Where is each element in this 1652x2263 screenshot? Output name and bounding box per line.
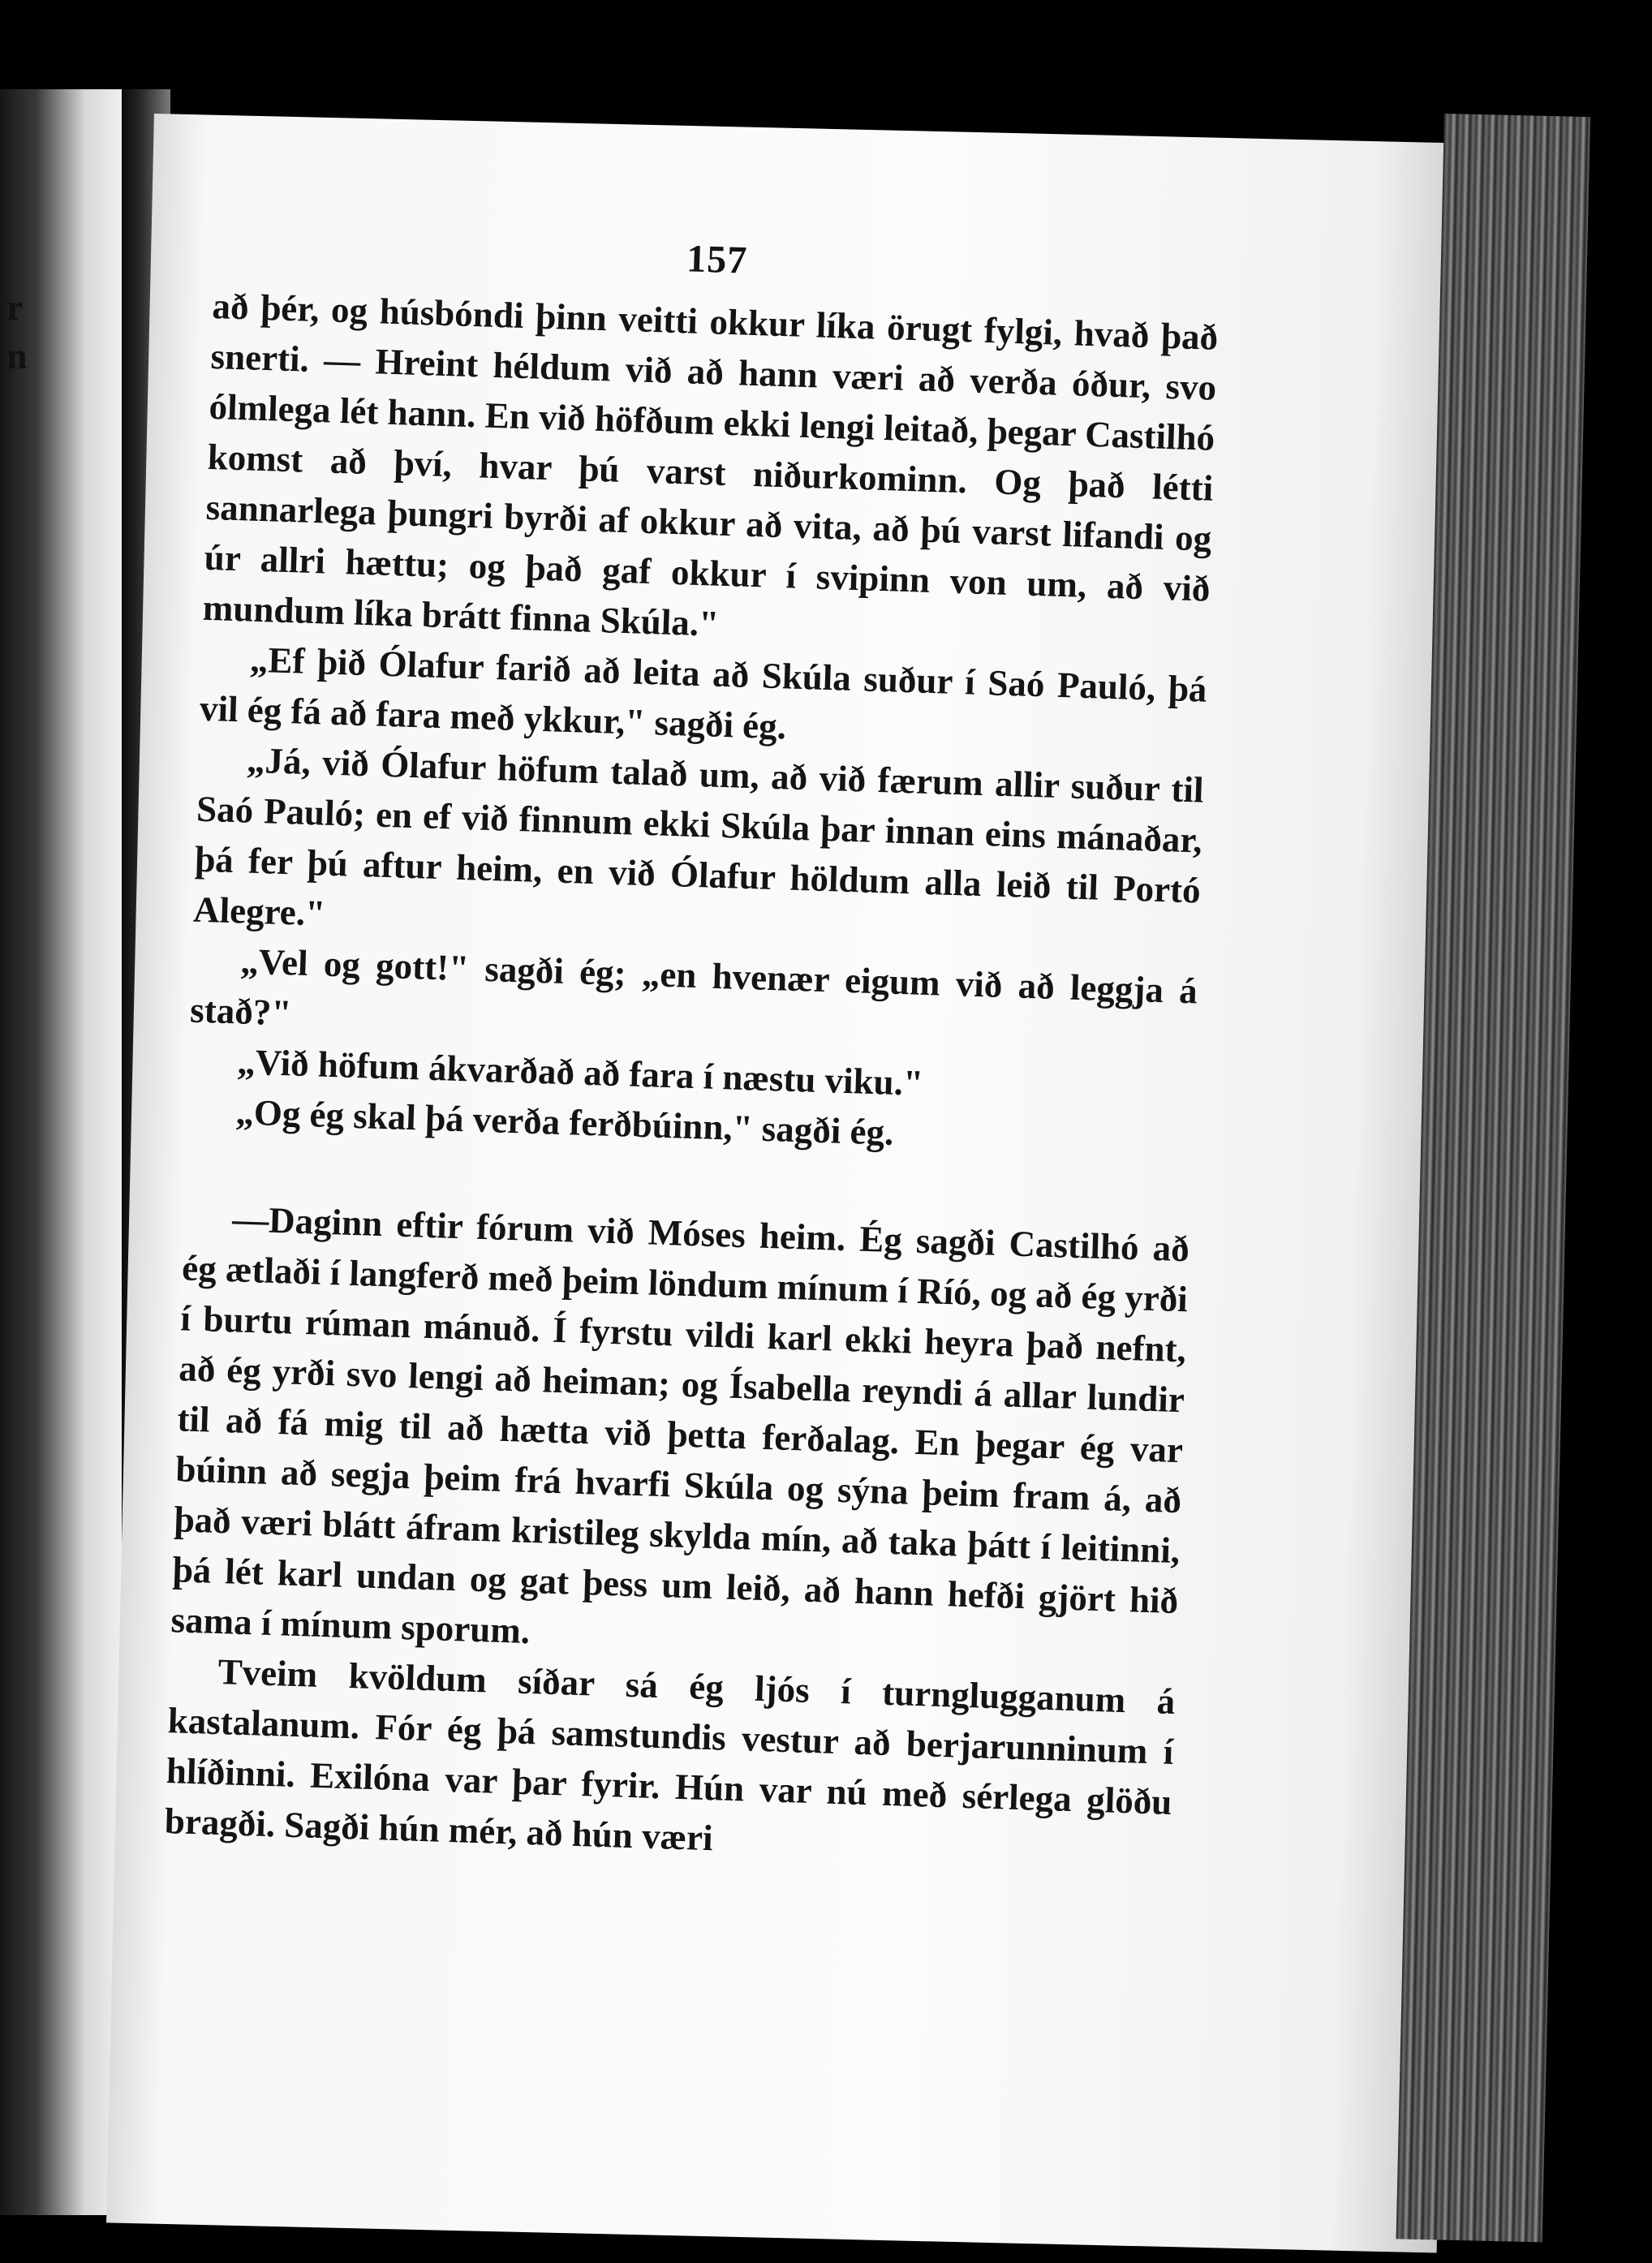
paragraph: „Já, við Ólafur höfum talað um, að við færum allir suður til Saó Pauló; en ef við finnum ekki Skúla þar innan eins mánaðar, þá fer þú aftur heim, en við Ólafur höldum alla leið til Portó Alegre." [192, 739, 1205, 934]
page-text [164, 219, 1220, 1878]
left-page-fragment: r [6, 286, 24, 328]
left-page-fragment: n [6, 335, 28, 376]
paragraph: „Og ég skal þá verða ferðbúinn," sagði ég. [234, 1091, 895, 1153]
paragraph: „Við höfum ákvarðað að fara í næstu viku." [236, 1041, 924, 1104]
page-number: 157 [686, 237, 749, 282]
paragraph: að þér, og húsbóndi þinn veitti okkur líka örugt fylgi, hvað það snerti. — Hreint héldum við að hann væri að verða óður, svo ólmlega lét hann. En við höfðum ekki lengi leitað, þegar Castilhó komst að því, hvar þú varst niðurkominn. Og það létti sannarlega þungri byrði af okkur að vita, að þú varst lifandi og úr allri hættu; og það gaf okkur í svipinn von um, að við mundum líka brátt finna Skúla." [202, 285, 1219, 644]
paragraph: „Vel og gott!" sagði ég; „en hvenær eigum við að leggja á stað?" [189, 940, 1198, 1034]
paragraph: „Ef þið Ólafur farið að leita að Skúla suður í Saó Pauló, þá vil ég fá að fara með ykkur," sagði ég. [199, 639, 1208, 747]
paragraph: Tveim kvöldum síðar sá ég ljós í turnglugganum á kastalanum. Fór ég þá samstundis vestur að berjarunninum í hlíðinni. Exilóna var þar fyrir. Hún var nú með sérlega glöðu bragði. Sagði hún mér, að hún væri [164, 1651, 1176, 1859]
left-page-edge [0, 89, 122, 2215]
paragraph: —Daginn eftir fórum við Móses heim. Ég sagði Castilhó að ég ætlaði í langferð með þeim löndum mínum í Ríó, og að ég yrði í burtu rúman mánuð. Í fyrstu vildi karl ekki heyra það nefnt, að ég yrði svo lengi að heiman; og Ísabella reyndi á allar lundir til að fá mig til að hætta við þetta ferðalag. En þegar ég var búinn að segja þeim frá hvarfi Skúla og sýna þeim fram á, að það væri blátt áfram kristileg skylda mín, að taka þátt í leitinni, þá lét karl undan og gat þess um leið, að hann hefði gjört hið sama í mínum sporum. [170, 1198, 1190, 1652]
